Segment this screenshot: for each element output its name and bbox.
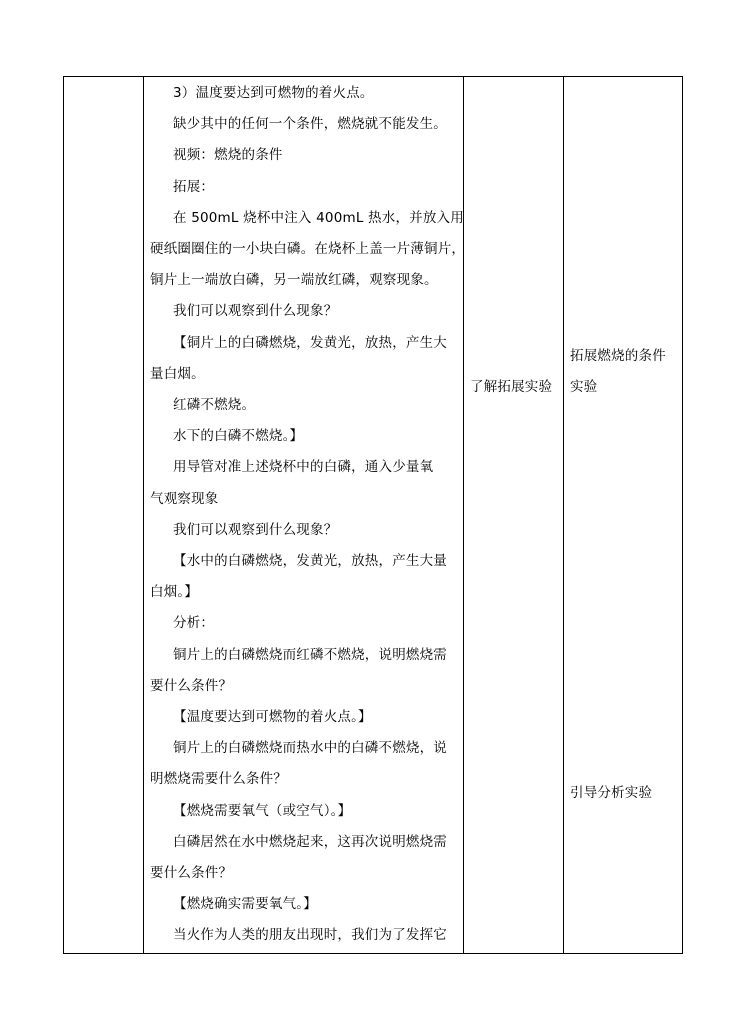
stage-cell xyxy=(64,77,144,954)
student-activity-text: 了解拓展实验 xyxy=(470,379,553,395)
teacher-activity-content xyxy=(144,77,466,953)
content-line: 【铜片上的白磷燃烧，发黄光，放热，产生大 xyxy=(173,334,447,351)
content-line: 水下的白磷不燃烧。】 xyxy=(173,428,304,445)
content-line: 用导管对准上述烧杯中的白磷，通入少量氧 xyxy=(173,459,434,476)
content-line: 当火作为人类的朋友出现时，我们为了发挥它 xyxy=(173,927,447,944)
content-line: 视频：燃烧的条件 xyxy=(173,147,283,164)
content-line: 铜片上一端放白磷，另一端放红磷，观察现象。 xyxy=(150,272,438,289)
teacher-activity-cell xyxy=(144,77,464,954)
content-line: 拓展： xyxy=(173,178,215,195)
content-line: 我们可以观察到什么现象？ xyxy=(173,521,338,538)
content-line: 【温度要达到可燃物的着火点。】 xyxy=(173,709,372,725)
content-line: 在 500mL 烧杯中注入 400mL 热水，并放入用 xyxy=(173,209,464,226)
content-line: 铜片上的白磷燃烧而红磷不燃烧，说明燃烧需 xyxy=(173,646,447,663)
content-line: 要什么条件？ xyxy=(150,677,233,694)
content-line: 硬纸圈圈住的一小块白磷。在烧杯上盖一片薄铜片， xyxy=(150,241,466,257)
content-line: 3）温度要达到可燃物的着火点。 xyxy=(173,85,374,101)
content-line: 明燃烧需要什么条件？ xyxy=(150,771,287,788)
content-line: 【燃烧确实需要氧气。】 xyxy=(173,896,317,913)
design-intent-line: 引导分析实验 xyxy=(570,785,653,801)
content-line: 要什么条件？ xyxy=(150,865,233,881)
content-line: 我们可以观察到什么现象？ xyxy=(173,303,338,320)
student-activity-content xyxy=(464,77,563,953)
content-line: 缺少其中的任何一个条件，燃烧就不能发生。 xyxy=(173,116,447,133)
design-intent-content xyxy=(564,77,682,953)
design-intent-line: 实验 xyxy=(570,379,598,395)
content-line: 红磷不燃烧。 xyxy=(173,397,256,413)
design-intent-line: 拓展燃烧的条件 xyxy=(570,348,666,364)
content-line: 铜片上的白磷燃烧而热水中的白磷不燃烧，说 xyxy=(173,740,447,757)
lesson-plan-table xyxy=(63,76,683,954)
design-intent-cell xyxy=(564,77,683,954)
content-line: 白烟。】 xyxy=(150,584,199,601)
content-line: 【水中的白磷燃烧，发黄光，放热，产生大量 xyxy=(173,553,447,569)
student-activity-cell xyxy=(464,77,564,954)
content-line: 量白烟。 xyxy=(150,365,205,382)
table-row xyxy=(64,77,683,954)
content-line: 【燃烧需要氧气（或空气）。】 xyxy=(173,802,352,819)
content-line: 分析： xyxy=(173,615,215,632)
content-line: 气观察现象 xyxy=(150,490,219,507)
content-line: 白磷居然在水中燃烧起来，这再次说明燃烧需 xyxy=(173,833,447,850)
